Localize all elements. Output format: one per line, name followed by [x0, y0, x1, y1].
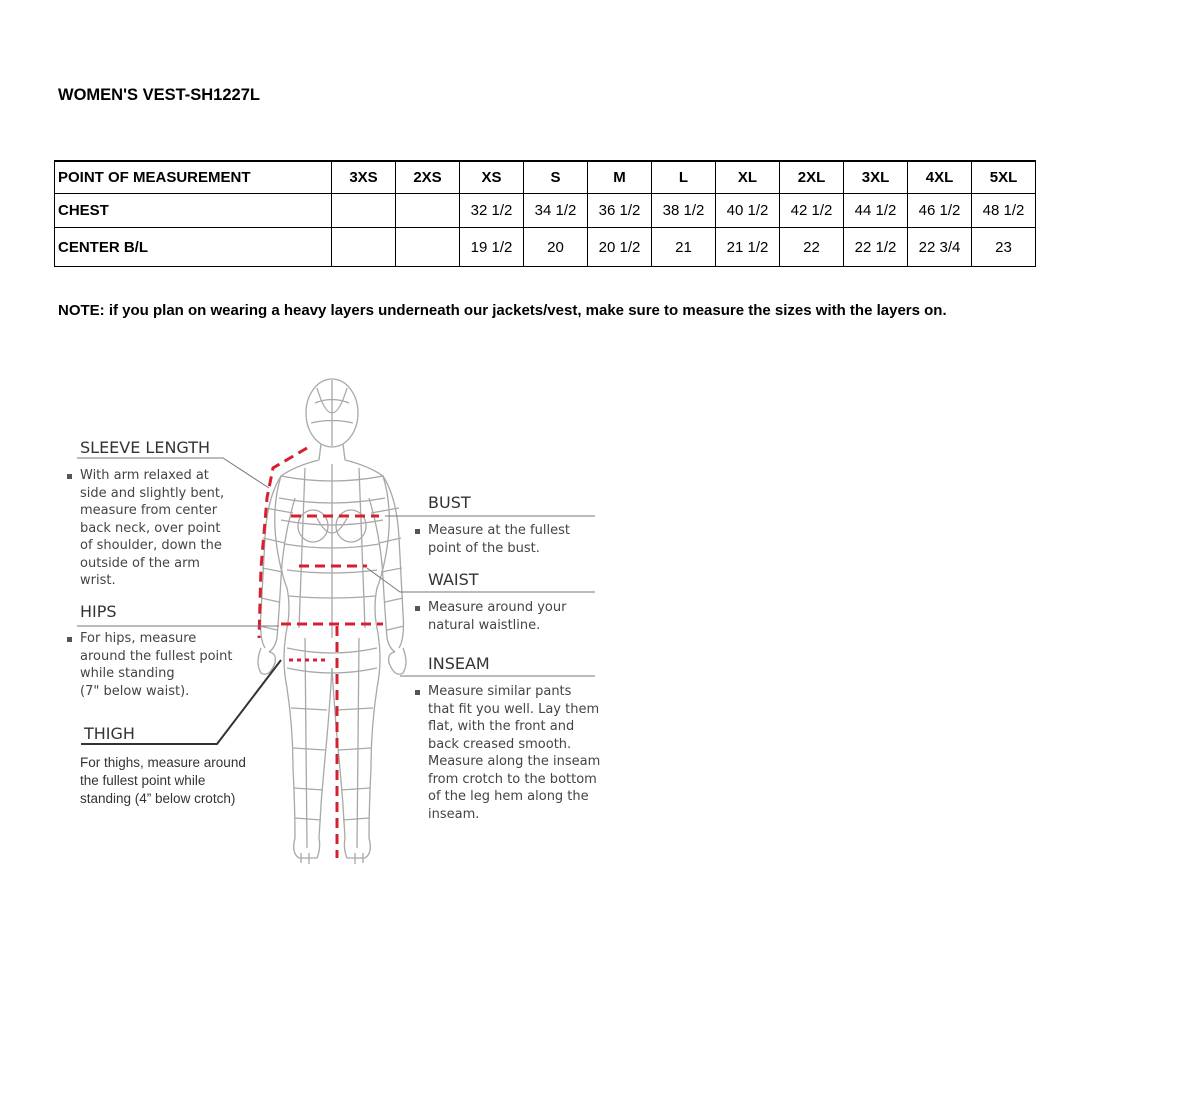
table-cell	[332, 228, 396, 267]
table-cell: 44 1/2	[844, 194, 908, 228]
table-header-row	[55, 161, 1036, 194]
table-cell: 22	[780, 228, 844, 267]
inseam-text: Measure similar pants that fit you well. Lay them flat, with the front and back creased smooth. Measure along the inseam from crotch to the bottom of the leg hem along the inseam.	[428, 684, 601, 822]
bullet-icon	[415, 606, 420, 611]
table-cell	[396, 228, 460, 267]
header-cell: 2XS	[396, 161, 460, 194]
row-label: CENTER B/L	[55, 228, 332, 267]
thigh-text: For thighs, measure around the fullest point while standing (4” below crotch)	[80, 755, 246, 806]
table-cell: 21	[652, 228, 716, 267]
header-cell: POINT OF MEASUREMENT	[55, 161, 332, 194]
table-row	[55, 194, 1036, 228]
table-cell	[396, 194, 460, 228]
table-cell: 19 1/2	[460, 228, 524, 267]
figure-outline	[258, 379, 406, 864]
table-cell: 46 1/2	[908, 194, 972, 228]
table-cell: 38 1/2	[652, 194, 716, 228]
bullet-icon	[67, 637, 72, 642]
sleeve-length-heading: SLEEVE LENGTH	[80, 438, 211, 457]
header-cell: L	[652, 161, 716, 194]
header-cell: 3XL	[844, 161, 908, 194]
table-cell: 22 3/4	[908, 228, 972, 267]
layering-note: NOTE: if you plan on wearing a heavy layers underneath our jackets/vest, make sure to measure the sizes with the layers on.	[58, 302, 947, 319]
thigh-heading: THIGH	[84, 724, 135, 743]
waist-item	[428, 599, 566, 634]
sleeve-length-text: With arm relaxed at side and slightly bent, measure from center back neck, over point of shoulder, down the outside of the arm wrist.	[80, 468, 225, 588]
inseam-item	[428, 683, 600, 823]
header-cell: 4XL	[908, 161, 972, 194]
table-cell: 21 1/2	[716, 228, 780, 267]
bust-item	[428, 522, 570, 557]
table-cell: 34 1/2	[524, 194, 588, 228]
sleeve-length-item	[80, 467, 224, 590]
hips-item	[80, 630, 233, 700]
header-cell: 5XL	[972, 161, 1036, 194]
page-title: WOMEN'S VEST-SH1227L	[58, 86, 260, 104]
header-cell: M	[588, 161, 652, 194]
table-cell: 20	[524, 228, 588, 267]
hips-text: For hips, measure around the fullest point while standing (7" below waist).	[80, 631, 233, 699]
bust-text: Measure at the fullest point of the bust.	[428, 523, 570, 556]
table-cell: 20 1/2	[588, 228, 652, 267]
header-cell: XS	[460, 161, 524, 194]
measurement-diagram	[55, 348, 625, 878]
inseam-heading: INSEAM	[428, 654, 490, 673]
table-cell: 40 1/2	[716, 194, 780, 228]
row-label: CHEST	[55, 194, 332, 228]
bullet-icon	[415, 529, 420, 534]
table-cell: 42 1/2	[780, 194, 844, 228]
header-cell: XL	[716, 161, 780, 194]
size-chart-table	[54, 160, 1036, 267]
table-row	[55, 228, 1036, 267]
table-cell	[332, 194, 396, 228]
header-cell: 2XL	[780, 161, 844, 194]
bullet-icon	[67, 474, 72, 479]
header-cell: S	[524, 161, 588, 194]
table-cell: 32 1/2	[460, 194, 524, 228]
hips-heading: HIPS	[80, 602, 117, 621]
header-cell: 3XS	[332, 161, 396, 194]
table-cell: 36 1/2	[588, 194, 652, 228]
waist-text: Measure around your natural waistline.	[428, 600, 567, 633]
waist-heading: WAIST	[428, 570, 479, 589]
table-cell: 23	[972, 228, 1036, 267]
bullet-icon	[415, 690, 420, 695]
bust-heading: BUST	[428, 493, 471, 512]
table-cell: 48 1/2	[972, 194, 1036, 228]
table-cell: 22 1/2	[844, 228, 908, 267]
